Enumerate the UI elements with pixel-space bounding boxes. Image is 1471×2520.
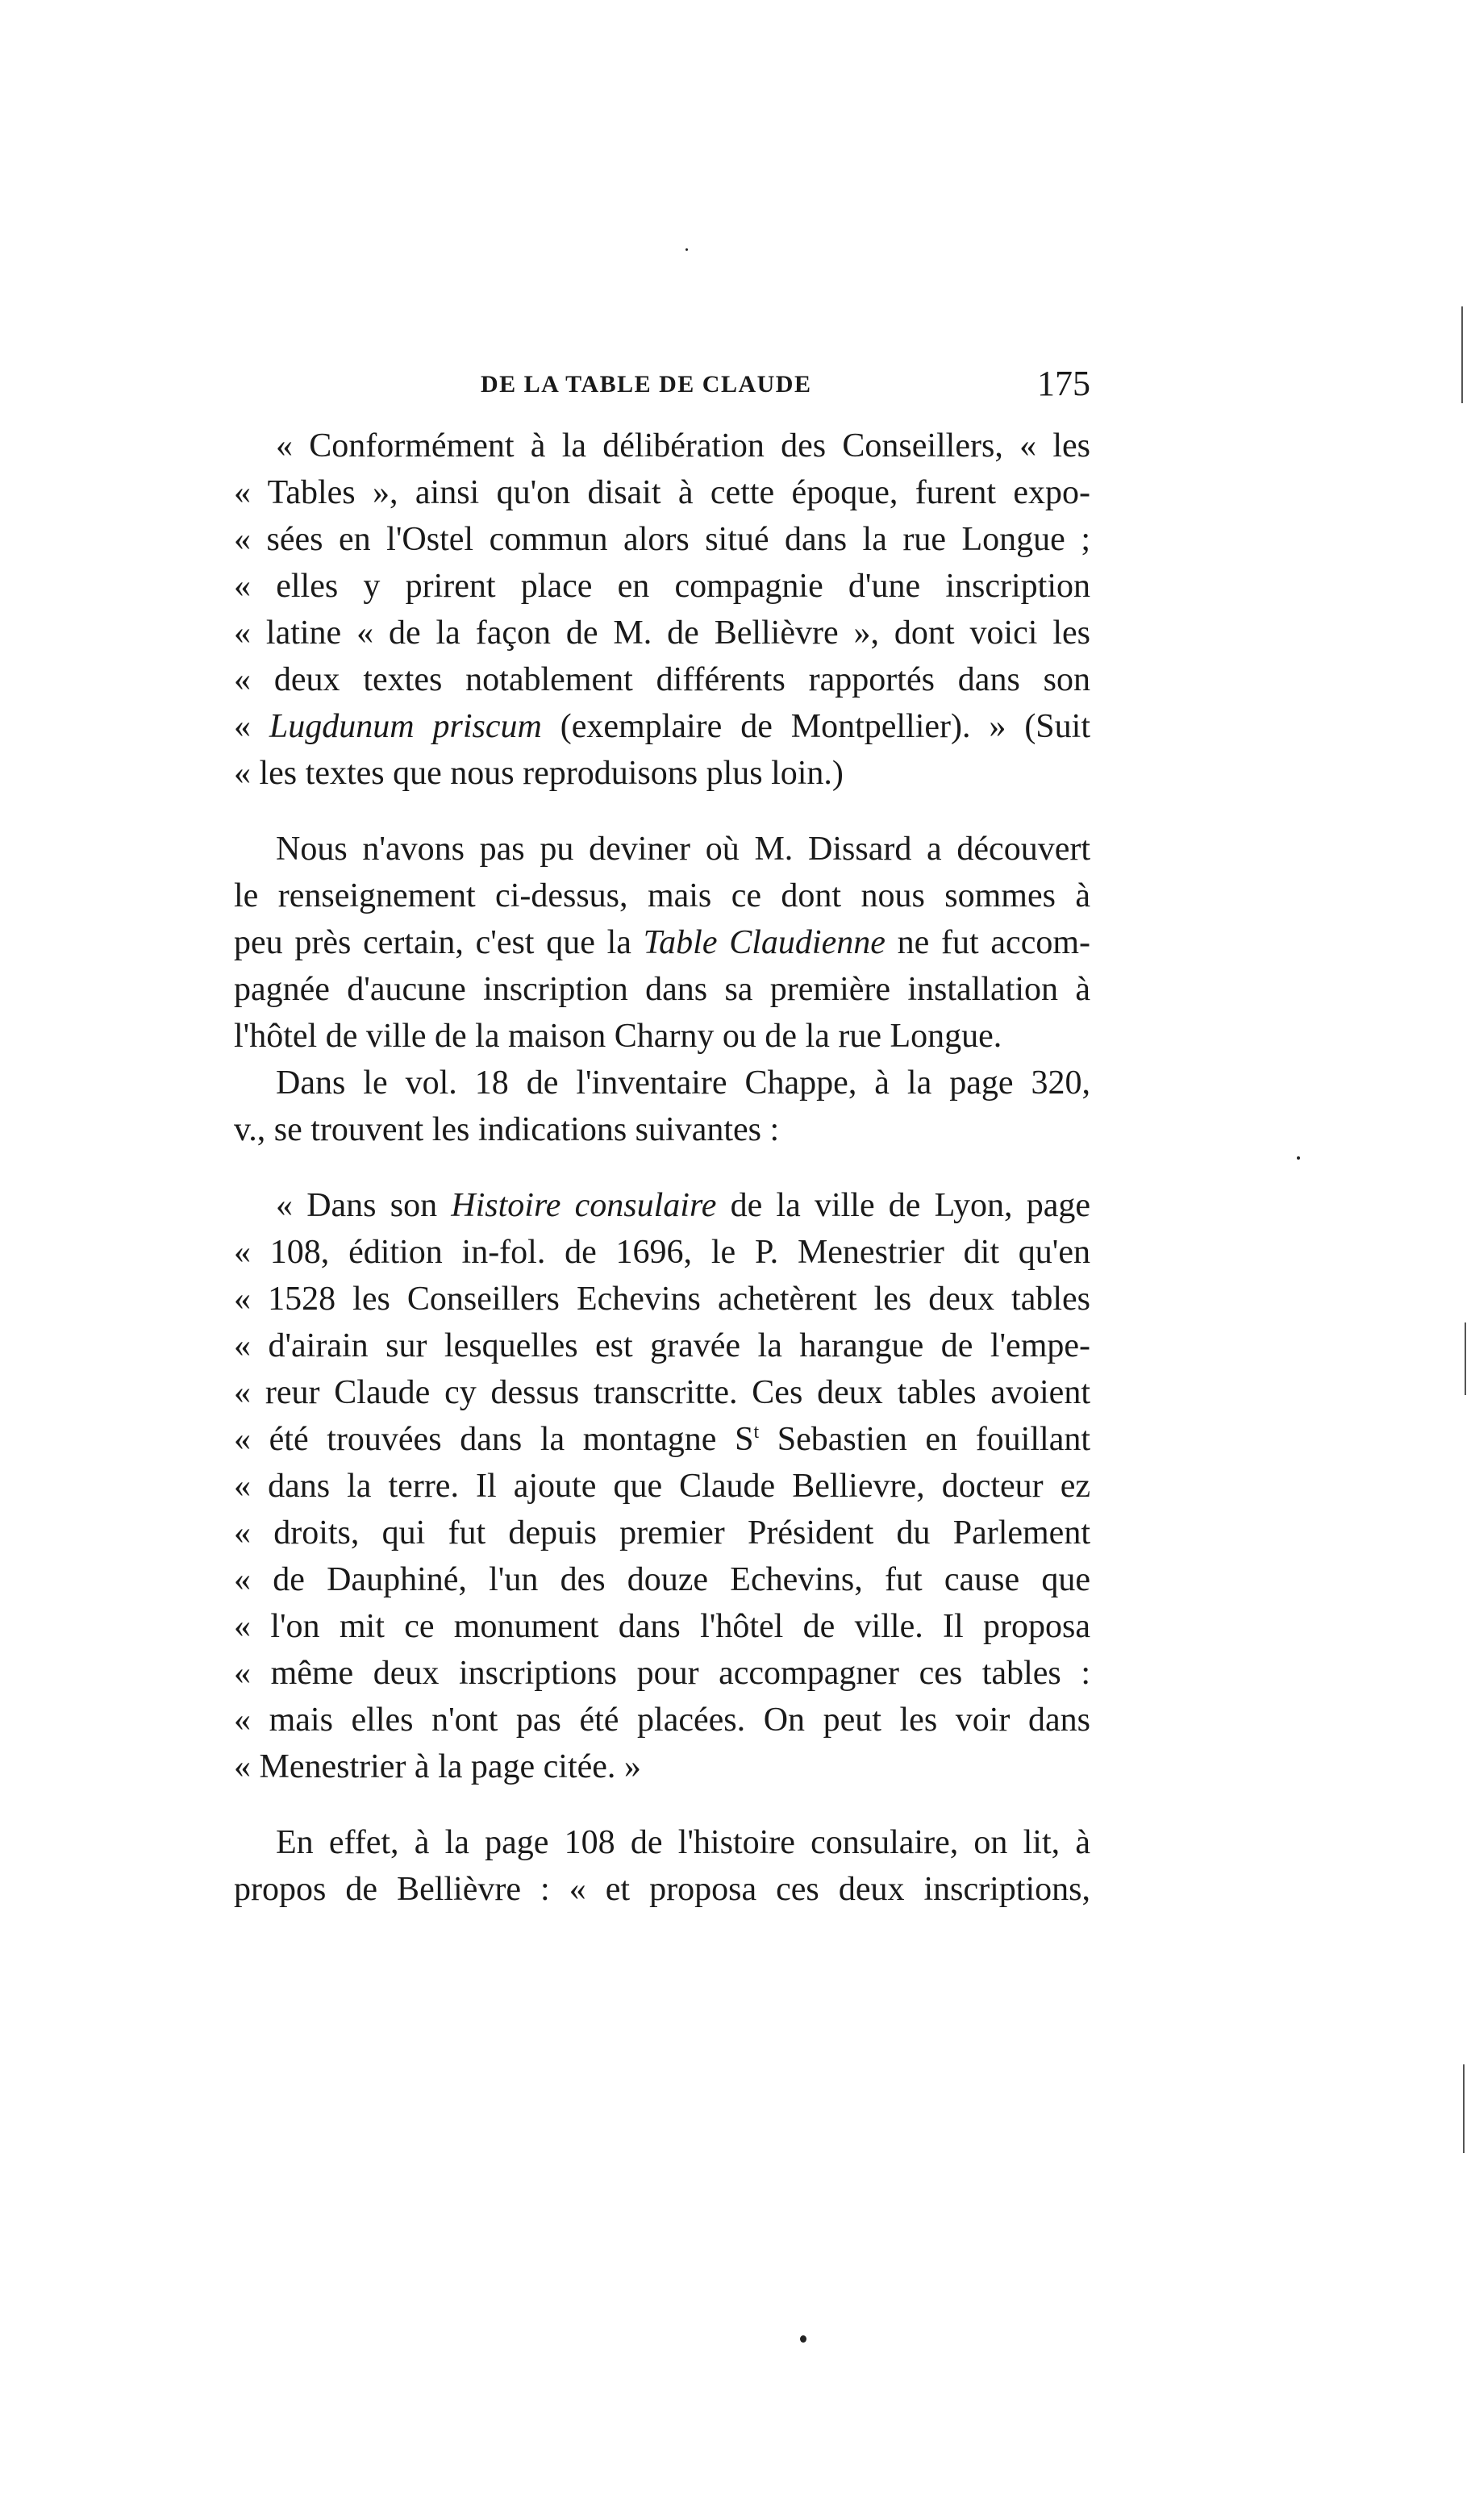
text-line: « 108, édition in-fol. de 1696, le P. Menestrier dit qu'en (234, 1234, 1090, 1271)
text-line: En effet, à la page 108 de l'histoire consulaire, on lit, à (276, 1824, 1090, 1861)
text-line-with-italic (234, 1182, 1090, 1229)
text-line: v., se trouvent les indications suivantes : (234, 1111, 780, 1148)
text-fragment: « Dans son (276, 1187, 452, 1224)
page-number: 175 (1037, 364, 1090, 403)
text-line: « deux textes notablement différents rapportés dans son (234, 661, 1090, 698)
text-line: « mais elles n'ont pas été placées. On peut les voir dans (234, 1702, 1090, 1739)
text-line: « sées en l'Ostel commun alors situé dans la rue Longue ; (234, 521, 1090, 558)
text-line: « droits, qui fut depuis premier Président du Parlement (234, 1514, 1090, 1552)
italic-title: Table Claudienne (643, 924, 886, 961)
text-line: Nous n'avons pas pu deviner où M. Dissard a découvert (276, 831, 1090, 868)
text-line: « d'airain sur lesquelles est gravée la harangue de l'empe- (234, 1327, 1090, 1364)
text-line: le renseignement ci-dessus, mais ce dont nous sommes à (234, 877, 1090, 914)
text-fragment: de la ville de Lyon, page (716, 1187, 1090, 1224)
text-line-with-superscript (234, 1416, 1090, 1463)
ink-speck (800, 2335, 806, 2343)
ink-speck (685, 248, 688, 251)
text-line: « Tables », ainsi qu'on disait à cette époque, furent expo- (234, 474, 1090, 511)
text-line: propos de Bellièvre : « et proposa ces deux inscriptions, (234, 1871, 1090, 1908)
text-line: « 1528 les Conseillers Echevins achetèrent les deux tables (234, 1281, 1090, 1318)
superscript: t (753, 1422, 760, 1443)
quotation-paragraph-1 (234, 423, 1090, 797)
body-text (234, 423, 1090, 1913)
quotation-paragraph-2 (234, 1182, 1090, 1790)
italic-title: Lugdunum priscum (269, 708, 542, 745)
text-fragment: ne fut accom- (885, 924, 1090, 961)
scan-edge-mark (1461, 306, 1463, 403)
scan-edge-mark (1465, 1322, 1466, 1395)
italic-title: Histoire consulaire (451, 1187, 717, 1224)
text-fragment: Sebastien en fouillant (759, 1421, 1090, 1458)
text-line: « Conformément à la délibération des Conseillers, « les (276, 427, 1090, 464)
running-title: DE LA TABLE DE CLAUDE (481, 371, 812, 398)
text-line: « elles y prirent place en compagnie d'une inscription (234, 568, 1090, 605)
text-line-with-italic (234, 919, 1090, 966)
text-line: Dans le vol. 18 de l'inventaire Chappe, à la page 320, (276, 1064, 1090, 1102)
text-line: l'hôtel de ville de la maison Charny ou de la rue Longue. (234, 1018, 1002, 1055)
text-fragment: « (234, 708, 269, 745)
text-line-with-italic (234, 703, 1090, 750)
paragraph-gap (234, 1790, 1090, 1819)
text-line: « Menestrier à la page citée. » (234, 1748, 641, 1785)
text-fragment: peu près certain, c'est que la (234, 924, 644, 961)
paragraph-gap (234, 1153, 1090, 1182)
text-line: « reur Claude cy dessus transcritte. Ces deux tables avoient (234, 1374, 1090, 1411)
text-line: « même deux inscriptions pour accompagner ces tables : (234, 1655, 1090, 1692)
paragraph-2 (234, 826, 1090, 1060)
ink-speck (1297, 1156, 1300, 1160)
text-line: « latine « de la façon de M. de Bellièvre », dont voici les (234, 614, 1090, 652)
scan-edge-mark (1463, 2064, 1465, 2153)
running-header (234, 360, 1098, 408)
text-line: « dans la terre. Il ajoute que Claude Bellievre, docteur ez (234, 1468, 1090, 1505)
paragraph-gap (234, 797, 1090, 826)
paragraph-5 (234, 1819, 1090, 1913)
paragraph-3 (234, 1060, 1090, 1153)
text-fragment: « été trouvées dans la montagne S (234, 1421, 754, 1458)
text-fragment: (exemplaire de Montpellier). » (Suit (541, 708, 1090, 745)
text-line: « les textes que nous reproduisons plus loin.) (234, 755, 844, 792)
text-line: « de Dauphiné, l'un des douze Echevins, fut cause que (234, 1561, 1090, 1598)
text-line: pagnée d'aucune inscription dans sa première installation à (234, 971, 1090, 1008)
text-line: « l'on mit ce monument dans l'hôtel de ville. Il proposa (234, 1608, 1090, 1645)
